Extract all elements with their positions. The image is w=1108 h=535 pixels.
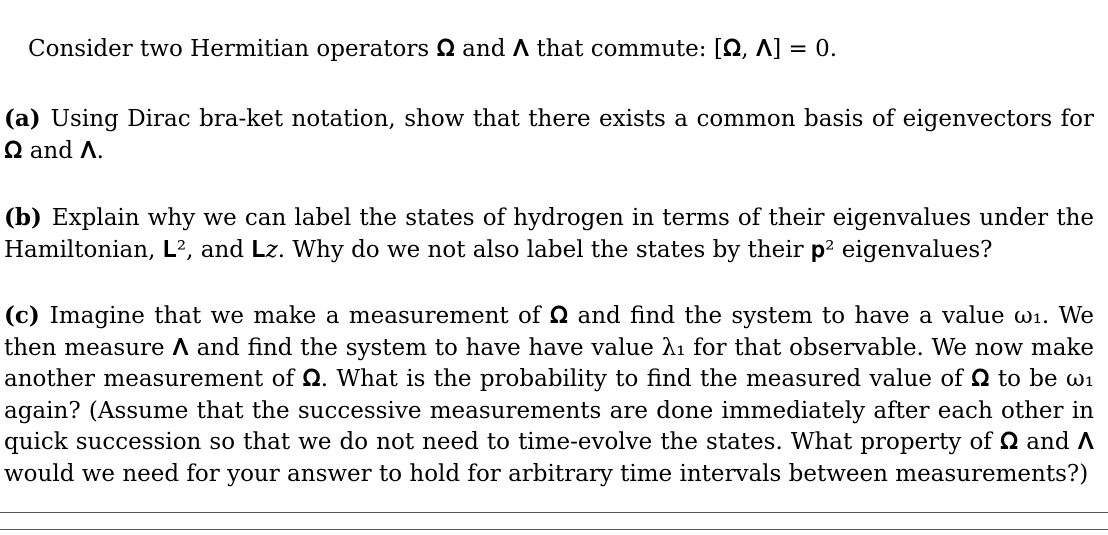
part-b-label: (b) (4, 204, 42, 231)
part-a (4, 103, 1094, 167)
part-c-text: Imagine that we make a measurement of 𝛀 and find the system to have a value ω₁. We then measure 𝚲 and find the system to have have value λ₁ for that observable. We now make another measurement of 𝛀. What is the probability to find the measured value of 𝛀 to be ω₁ again? (Assume that the successive measurements are done immediately after each other in quick succession so that we do not need to time-evolve the states. What property of 𝛀 and 𝚲 would we need for your answer to hold for arbitrary time intervals between measurements?) (4, 303, 1094, 487)
problem-intro: Consider two Hermitian operators 𝛀 and 𝚲 that commute: [𝛀, 𝚲] = 0. (28, 36, 838, 62)
part-c (4, 300, 1094, 490)
part-a-text: Using Dirac bra-ket notation, show that there exists a common basis of eigenvectors for 𝛀 and 𝚲. (4, 106, 1094, 164)
part-b (4, 202, 1094, 266)
part-c-label: (c) (4, 302, 40, 329)
answer-line-divider (0, 512, 1108, 513)
part-a-label: (a) (4, 105, 41, 132)
answer-line-divider (0, 529, 1108, 530)
part-b-text: Explain why we can label the states of hydrogen in terms of their eigenvalues under the Hamiltonian, 𝐋², and 𝐋𝑧. Why do we not also label the states by their 𝐩² eigenvalues? (4, 205, 1094, 263)
